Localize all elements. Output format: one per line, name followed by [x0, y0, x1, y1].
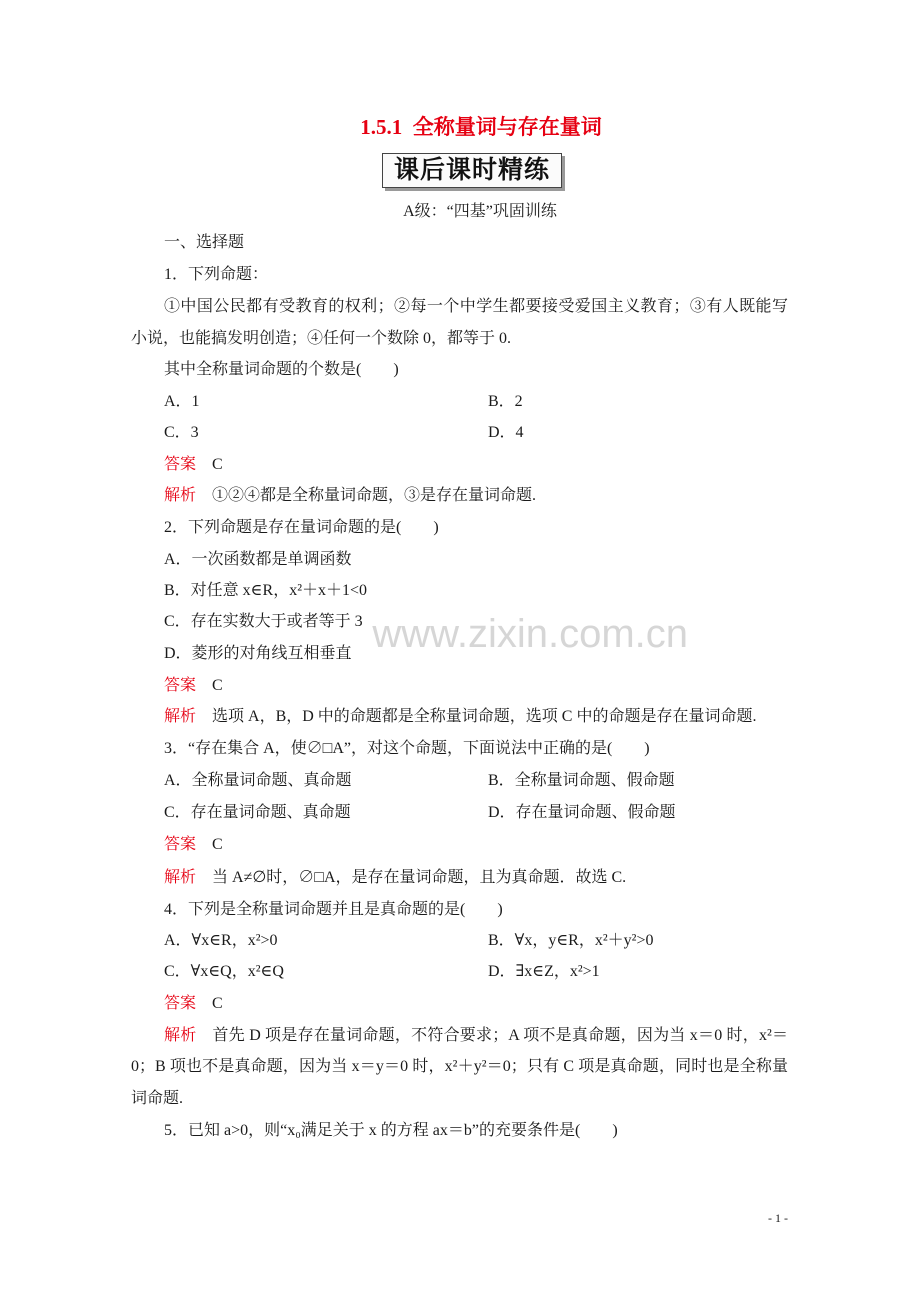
section-heading: 一、选择题	[164, 234, 245, 251]
analysis-label: 解析	[164, 487, 197, 504]
question-3-option-d: D．存在量词命题、假命题	[488, 804, 676, 821]
question-3-analysis	[164, 866, 626, 890]
question-1-prompt: 其中全称量词命题的个数是( )	[164, 361, 399, 378]
page-title: 1.5.1 全称量词与存在量词	[360, 115, 602, 139]
question-1-option-b: B．2	[488, 393, 523, 410]
analysis-label: 解析	[164, 708, 197, 725]
question-2-option-b: B．对任意 x∈R，x²＋x＋1<0	[164, 582, 368, 599]
question-1-option-d: D．4	[488, 424, 524, 441]
question-2-analysis	[164, 705, 756, 729]
analysis-text: 首先 D 项是存在量词命题，不符合要求；A 项不是真命题，因为当 x＝0 时，x²＝	[212, 1027, 788, 1044]
level-heading: A级：“四基”巩固训练	[403, 203, 557, 220]
question-2-option-c: C．存在实数大于或者等于 3	[164, 613, 363, 630]
answer-label: 答案	[164, 836, 197, 853]
question-4-option-c: C．∀x∈Q，x²∈Q	[164, 963, 284, 980]
question-1-option-c: C．3	[164, 424, 199, 441]
banner-label: 课后课时精练	[393, 157, 550, 184]
question-4-analysis-line: 0；B 项也不是真命题，因为当 x＝y＝0 时，x²＋y²＝0；只有 C 项是真命题，同时也是全称量	[131, 1058, 788, 1075]
question-4-option-d: D．∃x∈Z，x²>1	[488, 963, 600, 980]
question-4-stem: 4．下列是全称量词命题并且是真命题的是( )	[164, 901, 503, 918]
answer-value: C	[212, 995, 223, 1012]
analysis-text: ①②④都是全称量词命题，③是存在量词命题.	[212, 487, 537, 504]
question-4-analysis	[164, 1024, 788, 1048]
question-4-option-b: B．∀x，y∈R，x²＋y²>0	[488, 932, 654, 949]
question-3-stem: 3．“存在集合 A，使∅□A”，对这个命题，下面说法中正确的是( )	[164, 740, 650, 757]
question-5-stem: 5．已知 a>0，则“x₀满足关于 x 的方程 ax＝b”的充要条件是( )	[164, 1122, 618, 1139]
question-3-option-b: B．全称量词命题、假命题	[488, 772, 675, 789]
question-1-answer	[164, 453, 223, 477]
question-2-stem: 2．下列命题是存在量词命题的是( )	[164, 519, 439, 536]
watermark: www.zixin.com.cn	[372, 612, 688, 656]
answer-value: C	[212, 456, 223, 473]
analysis-text: 选项 A，B，D 中的命题都是全称量词命题，选项 C 中的命题是存在量词命题.	[212, 708, 757, 725]
answer-label: 答案	[164, 995, 197, 1012]
exercise-banner	[382, 153, 562, 188]
answer-value: C	[212, 677, 223, 694]
analysis-label: 解析	[164, 869, 197, 886]
page-number: - 1 -	[768, 1211, 788, 1225]
question-1-stem: 1．下列命题：	[164, 266, 269, 283]
question-1-statement-line: ①中国公民都有受教育的权利；②每一个中学生都要接受爱国主义教育；③有人既能写	[164, 298, 788, 315]
question-1-option-a: A．1	[164, 393, 200, 410]
question-1-analysis	[164, 484, 536, 508]
question-4-analysis-line: 词命题.	[131, 1090, 184, 1107]
analysis-label: 解析	[164, 1027, 197, 1044]
question-3-option-a: A．全称量词命题、真命题	[164, 772, 352, 789]
question-4-option-a: A．∀x∈R，x²>0	[164, 932, 278, 949]
question-2-option-a: A．一次函数都是单调函数	[164, 551, 352, 568]
question-4-answer	[164, 992, 223, 1016]
answer-label: 答案	[164, 456, 197, 473]
answer-value: C	[212, 836, 223, 853]
question-2-answer	[164, 674, 223, 698]
analysis-text: 当 A≠∅时，∅□A，是存在量词命题，且为真命题．故选 C.	[212, 869, 627, 886]
question-3-answer	[164, 833, 223, 857]
question-1-statement-line: 小说，也能搞发明创造；④任何一个数除 0，都等于 0.	[131, 330, 512, 347]
question-3-option-c: C．存在量词命题、真命题	[164, 804, 351, 821]
answer-label: 答案	[164, 677, 197, 694]
question-2-option-d: D．菱形的对角线互相垂直	[164, 645, 352, 662]
